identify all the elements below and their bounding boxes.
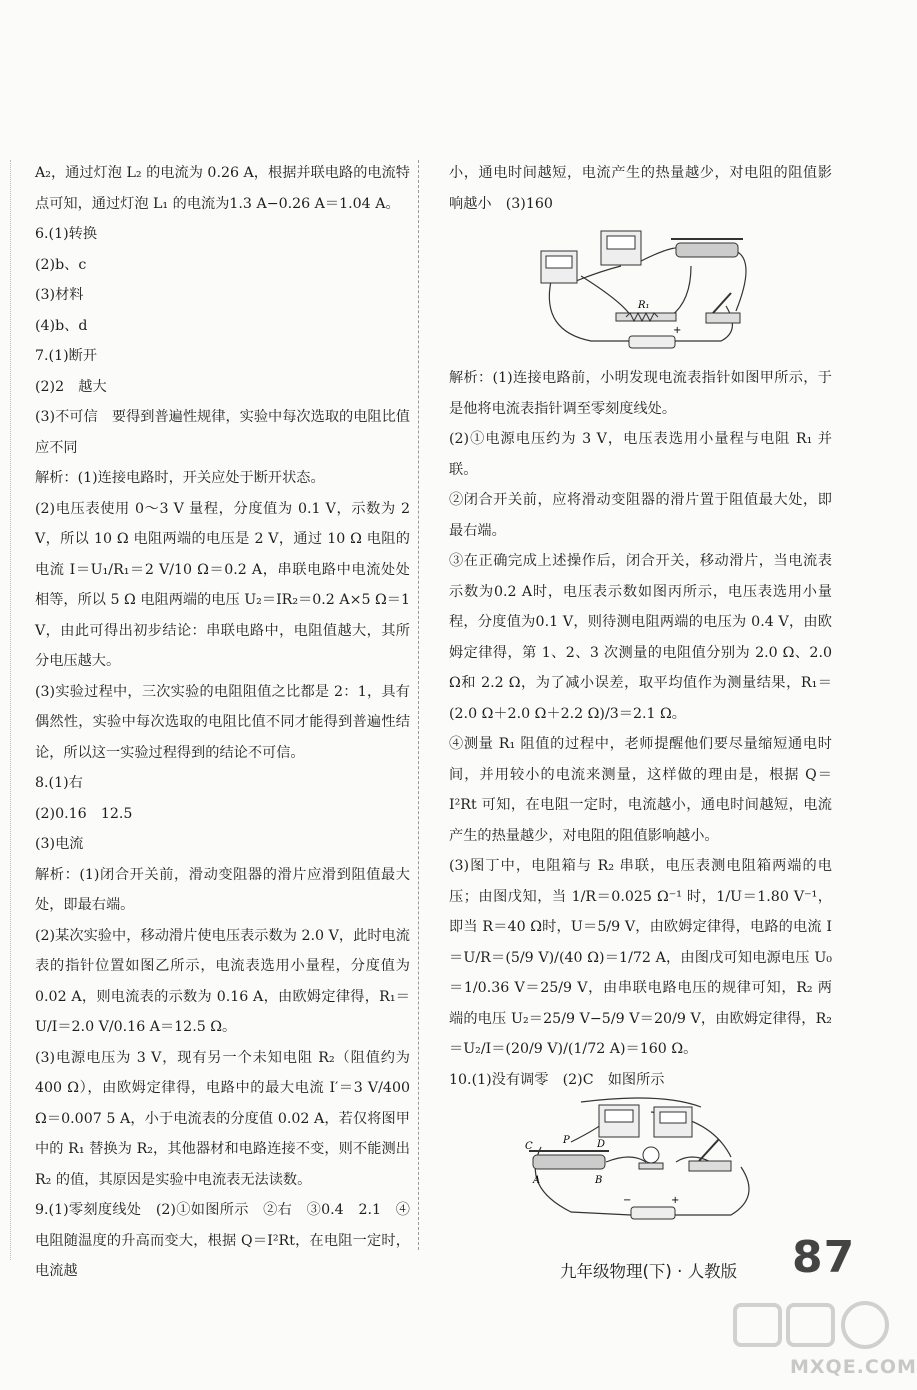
answer-item: 7.(1)断开 <box>35 348 98 364</box>
analysis-paragraph: (2)①电源电压约为 3 V，电压表选用小量程与电阻 R₁ 并联。 <box>449 431 832 478</box>
footer-subject: 九年级物理(下) · 人教版 <box>560 1262 738 1281</box>
analysis-paragraph: ④测量 R₁ 阻值的过程中，老师提醒他们要尽量缩短通电时间，并用较小的电流来测量，这样做的理由是，根据 Q＝I²Rt 可知，在电阻一定时，电流越小，通电时间越短，电流产生的热量越少，对电阻的阻值影响越小。 <box>449 736 832 844</box>
minus-label: − <box>622 1195 631 1206</box>
answer-item: 8.(1)右 <box>35 775 83 791</box>
r1-label: R₁ <box>637 300 650 311</box>
analysis-paragraph: (3)实验过程中，三次实验的电阻阻值之比都是 2：1，具有偶然性，实验中每次选取的电阻比值不同才能得到普遍性结论，所以这一实验过程得到的结论不可信。 <box>35 683 410 761</box>
label-a: A <box>532 1175 540 1186</box>
circuit-figure-2 <box>511 1097 771 1227</box>
label-p: P <box>562 1135 570 1146</box>
circuit-figure-1 <box>521 221 761 361</box>
answer-item: (2)0.16 12.5 <box>35 805 133 822</box>
analysis-paragraph: 解析：(1)闭合开关前，滑动变阻器的滑片应滑到阻值最大处，即最右端。 <box>35 866 410 913</box>
analysis-paragraph: (2)电压表使用 0～3 V 量程，分度值为 0.1 V，示数为 2 V，所以 10 Ω 电阻两端的电压是 2 V，通过 10 Ω 电阻的电流 I＝U₁/R₁＝2 V/10 Ω＝0.2 A，串联电路中电流处处相等，所以 5 Ω 电阻两端的电压 U₂＝IR₂＝0.2 A×5 Ω＝1 V，由此可得出初步结论：串联电路中，电阻值越大，其所分电压越大。 <box>35 500 410 669</box>
paragraph: A₂，通过灯泡 L₂ 的电流为 0.26 A，根据并联电路的电流特点可知，通过灯泡 L₁ 的电流为1.3 A−0.26 A＝1.04 A。 <box>35 165 410 212</box>
paragraph: 小，通电时间越短，电流产生的热量越少，对电阻的阻值影响越小 (3)160 <box>449 165 832 212</box>
plus-label: + <box>672 325 681 336</box>
label-d: D <box>596 1139 605 1150</box>
binding-margin-line <box>10 160 11 1260</box>
analysis-paragraph: 解析：(1)连接电路前，小明发现电流表指针如图甲所示，于是他将电流表指针调至零刻度线处。 <box>449 370 832 417</box>
answer-item: (3)材料 <box>35 287 84 303</box>
answer-item: (3)电流 <box>35 836 84 852</box>
answer-item: (3)不可信 要得到普遍性规律，实验中每次选取的电阻比值应不同 <box>35 409 410 456</box>
label-b: B <box>594 1175 602 1186</box>
analysis-paragraph: (3)图丁中，电阻箱与 R₂ 串联，电压表测电阻箱两端的电压；由图戊知，当 1/R＝0.025 Ω⁻¹ 时，1/U＝1.80 V⁻¹，即当 R＝40 Ω时，U＝5/9 V，由欧姆定律得，电路的电流 I＝U/R＝(5/9 V)/(40 Ω)＝1/72 A，由图戊可知电源电压 U₀＝1/0.36 V＝25/9 V，由串联电路电压的规律可知，R₂ 两端的电压 U₂＝25/9 V−5/9 V＝20/9 V，由欧姆定律得，R₂＝U₂/I＝(20/9 V)/(1/72 A)＝160 Ω。 <box>449 858 832 1057</box>
analysis-paragraph: ②闭合开关前，应将滑动变阻器的滑片置于阻值最大处，即最右端。 <box>449 492 832 539</box>
answer-item: (2)2 越大 <box>35 378 107 395</box>
answer-item: 6.(1)转换 <box>35 226 98 242</box>
answer-item: 9.(1)零刻度线处 (2)①如图所示 ②右 ③0.4 2.1 ④电阻随温度的升高而变大，根据 Q＝I²Rt，在电阻一定时，电流越 <box>35 1202 410 1279</box>
answer-item: (2)b、c <box>35 256 87 273</box>
answer-item: 10.(1)没有调零 (2)C 如图所示 <box>449 1071 665 1088</box>
column-divider <box>418 160 419 1250</box>
analysis-paragraph: 解析：(1)连接电路时，开关应处于断开状态。 <box>35 470 325 486</box>
label-c: C <box>524 1141 533 1152</box>
page-number: 87 <box>792 1232 856 1283</box>
analysis-paragraph: ③在正确完成上述操作后，闭合开关，移动滑片，当电流表示数为0.2 A时，电压表示数如图丙所示，电压表选用小量程，分度值为0.1 V，则待测电阻两端的电压为 0.4 V，由欧姆定律得，第 1、2、3 次测量的电阻值分别为 2.0 Ω、2.0 Ω和 2.2 Ω，为了减小误差，取平均值作为测量结果，R₁＝(2.0 Ω＋2.0 Ω＋2.2 Ω)/3＝2.1 Ω。 <box>449 553 832 722</box>
right-column <box>449 158 832 1229</box>
left-column <box>35 158 410 1287</box>
analysis-paragraph: (3)电源电压为 3 V，现有另一个未知电阻 R₂（阻值约为 400 Ω），由欧姆定律得，电路中的最大电流 I′＝3 V/400 Ω＝0.007 5 A，小于电流表的分度值 0.02 A，若仅将图甲中的 R₁ 替换为 R₂，其他器材和电路连接不变，则不能测出 R₂ 的值，其原因是实验中电流表无法读数。 <box>35 1049 410 1188</box>
watermark-text: MXQE.COM <box>790 1356 917 1378</box>
answer-item: (4)b、d <box>35 317 88 334</box>
analysis-paragraph: (2)某次实验中，移动滑片使电压表示数为 2.0 V，此时电流表的指针位置如图乙所示，电流表选用小量程，分度值为0.02 A，则电流表的示数为 0.16 A，由欧姆定律得，R₁＝U/I＝2.0 V/0.16 A＝12.5 Ω。 <box>35 927 410 1035</box>
plus-label: + <box>670 1195 679 1206</box>
